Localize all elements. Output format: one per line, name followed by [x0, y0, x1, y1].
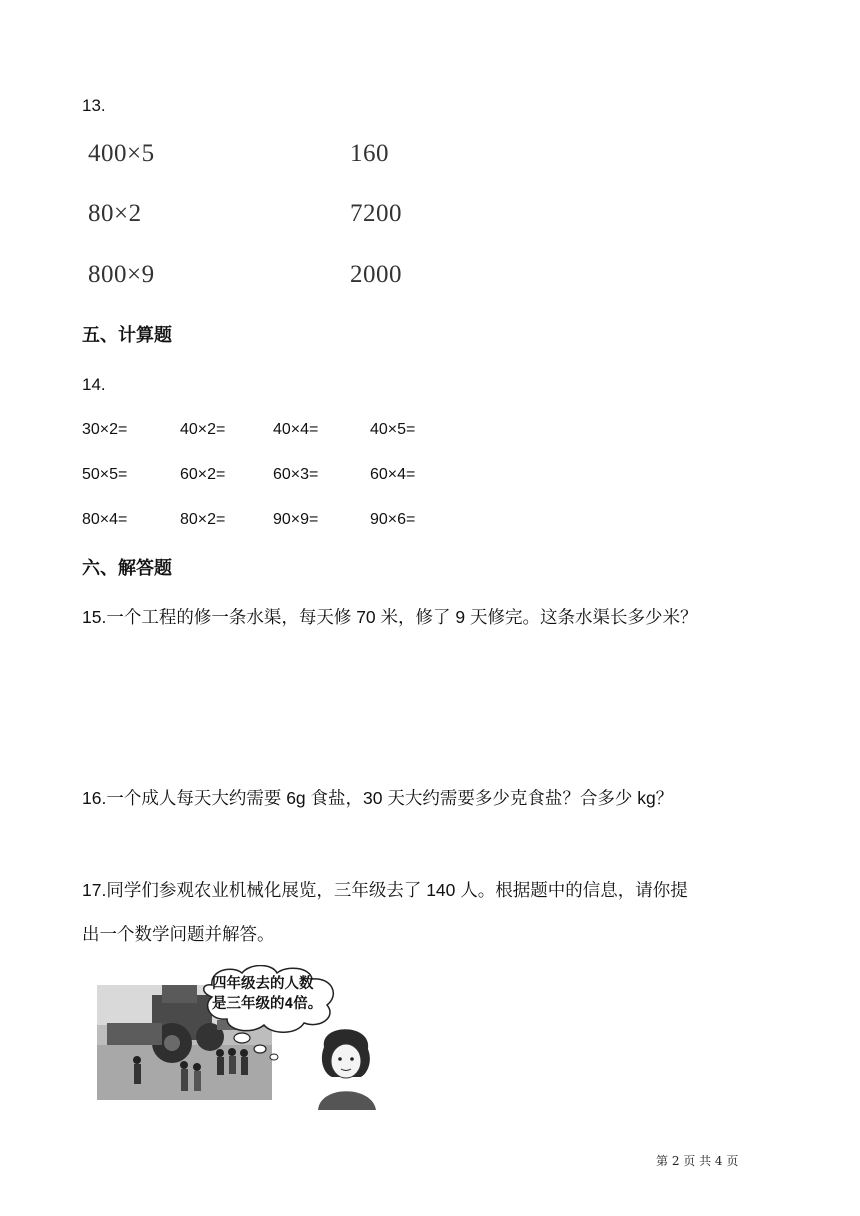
question-13-number: 13. [82, 96, 106, 115]
match-left-item-2: 80×2 [88, 200, 142, 227]
bubble-line-1: 四年级去的人数 [212, 976, 314, 992]
section-6-title: 六、解答题 [82, 558, 172, 578]
calc-item: 80×4= [82, 511, 128, 528]
match-right-item-1: 160 [350, 140, 389, 167]
calc-item: 60×4= [370, 466, 416, 483]
question-14-number: 14. [82, 375, 106, 394]
calc-item: 90×9= [273, 511, 319, 528]
calc-item: 40×4= [273, 421, 319, 438]
question-15-text: 15.一个工程的修一条水渠，每天修 70 米，修了 9 天修完。这条水渠长多少米？ [82, 607, 698, 627]
section-5-title: 五、计算题 [82, 325, 172, 345]
calc-item: 90×6= [370, 511, 416, 528]
calc-item: 40×2= [180, 421, 226, 438]
illustration [92, 965, 392, 1110]
match-right-item-3: 2000 [350, 261, 402, 288]
match-left-item-1: 400×5 [88, 140, 155, 167]
calc-item: 80×2= [180, 511, 226, 528]
question-17-line-2: 出一个数学问题并解答。 [82, 924, 275, 944]
match-right-item-2: 7200 [350, 200, 402, 227]
calc-item: 40×5= [370, 421, 416, 438]
calc-item: 50×5= [82, 466, 128, 483]
bubble-line-2: 是三年级的4倍。 [212, 996, 323, 1012]
page-footer: 第 2 页 共 4 页 [656, 1154, 739, 1168]
calc-item: 60×3= [273, 466, 319, 483]
calc-item: 60×2= [180, 466, 226, 483]
question-16-text: 16.一个成人每天大约需要 6g 食盐，30 天大约需要多少克食盐？合多少 kg？ [82, 788, 674, 808]
question-17-line-1: 17.同学们参观农业机械化展览，三年级去了 140 人。根据题中的信息，请你提 [82, 880, 688, 900]
match-left-item-3: 800×9 [88, 261, 155, 288]
calc-item: 30×2= [82, 421, 128, 438]
